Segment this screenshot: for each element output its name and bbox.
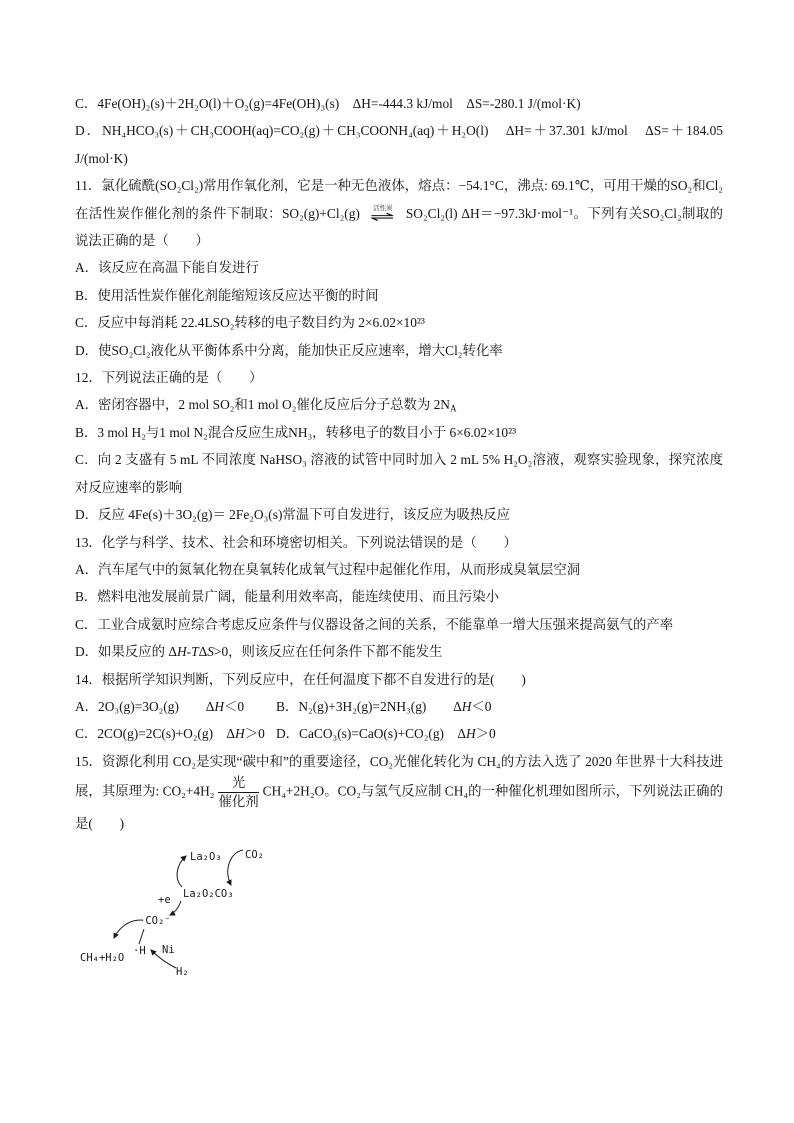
reaction-condition	[218, 775, 258, 810]
catalytic-mechanism-diagram	[78, 840, 273, 982]
q12-option-b	[75, 419, 723, 446]
co2-label: CO₂	[245, 848, 264, 861]
reversible-arrow	[363, 205, 403, 224]
condition-above-line: 光	[218, 775, 258, 793]
q11-option-c	[75, 309, 723, 336]
italic-symbol: S	[207, 644, 214, 660]
q12-option-c	[75, 446, 723, 501]
equilibrium-arrow-icon: ⇌	[370, 210, 396, 226]
la2o2co3-label: La₂O₂CO₃	[183, 887, 234, 900]
text-run: 15．资源化利用 CO₂是实现“碳中和”的重要途径，CO₂光催化转化为 CH₄的方法入选了 2020 年世界十大科技进展，其原理为: CO₂+4H₂	[75, 753, 723, 799]
text-run: -	[186, 644, 192, 660]
text-run: ＞0	[244, 726, 265, 742]
text-run: 13．化学与科学、技术、社会和环境密切相关。下列说法错误的是（ ）	[75, 534, 517, 550]
italic-symbol: T	[191, 644, 199, 660]
q14-options-row-ab	[75, 693, 723, 720]
q10-option-d	[75, 117, 723, 172]
text-run: CH₄+2H₂O。CO₂与氢气反应制 CH₄的一种催化机理如图所示，下列说法正确的是( )	[75, 783, 723, 832]
ni-catalyst-label: Ni	[162, 943, 175, 956]
text-run: D．CaCO₃(s)=CaO(s)+CO₂(g) Δ	[276, 726, 466, 742]
q12-stem	[75, 364, 723, 391]
electron-transfer-arrow	[170, 901, 181, 915]
subscript: A	[449, 404, 457, 415]
italic-symbol: H	[466, 726, 476, 742]
text-run: B．3 mol H₂与1 mol N₂混合反应生成NH₃，转移电子的数目小于 6×6.02×10²³	[75, 424, 517, 440]
q14-options-row-cd	[75, 720, 723, 747]
q12-option-a	[75, 391, 723, 418]
q13-option-c	[75, 611, 723, 638]
text-run: C．2CO(g)=2C(s)+O₂(g) Δ	[75, 726, 236, 742]
text-run: ＞0	[475, 726, 496, 742]
text-run: A．密闭容器中，2 mol SO₂和1 mol O₂催化反应后分子总数为 2N	[75, 397, 450, 413]
q11-option-d	[75, 337, 723, 364]
q14-option-b	[276, 693, 492, 720]
text-run: 12．下列说法正确的是（ ）	[75, 370, 263, 386]
text-run: C．工业合成氨时应综合考虑反应条件与仪器设备之间的关系，不能靠单一增大压强来提高氨气的产率	[75, 616, 674, 632]
product-formation-arrow	[114, 920, 141, 938]
text-run: D．反应 4Fe(s)＋3O₂(g)＝ 2Fe₂O₃(s)常温下可自发进行，该反应为吸热反应	[75, 507, 511, 523]
text-run: C．向 2 支盛有 5 mL 不同浓度 NaHSO₃ 溶液的试管中同时加入 2 mL 5% H₂O₂溶液，观察实验现象，探究浓度对反应速率的影响	[75, 452, 723, 495]
h2-label: H₂	[176, 965, 189, 978]
h-radical-link	[139, 929, 144, 944]
question-content	[75, 90, 723, 982]
text-run: SO₂Cl₂(l) ΔH＝−97.3kJ·mol⁻¹。下列有关SO₂Cl₂制取的说法正确的是（ ）	[75, 205, 724, 249]
italic-symbol: H	[235, 726, 245, 742]
q14-option-a	[75, 693, 272, 720]
h-radical-label: ·H	[133, 944, 146, 957]
q14-option-c	[75, 720, 272, 747]
text-run: C．4Fe(OH)₂(s)＋2H₂O(l)＋O₂(g)=4Fe(OH)₃(s) ΔH=-444.3 kJ/mol ΔS=-280.1 J/(mol·K)	[75, 96, 581, 111]
text-run: D．NH₄HCO₃(s)＋CH₃COOH(aq)=CO₂(g)＋CH₃COONH₄(aq)＋H₂O(l) ΔH=＋37.301 kJ/mol ΔS=＋184.05 J/(mol·K)	[75, 123, 723, 166]
text-run: A．该反应在高温下能自发进行	[75, 260, 259, 276]
q14-option-d	[276, 720, 496, 747]
text-run: A．汽车尾气中的氮氧化物在臭氧转化成氧气过程中起催化作用，从而形成臭氧层空洞	[75, 561, 581, 577]
italic-symbol: H	[176, 644, 187, 660]
electron-label: +e	[158, 893, 171, 906]
la2o3-label: La₂O₃	[190, 850, 222, 863]
text-run: D．使SO₂Cl₂液化从平衡体系中分离，能加快正反应速率，增大Cl₂转化率	[75, 342, 503, 358]
q12-option-d	[75, 501, 723, 528]
co2-radical-label: ·CO₂⁻	[139, 914, 171, 927]
text-run: D．如果反应的 Δ	[75, 644, 177, 660]
text-run: B．燃料电池发展前景广阔，能量利用效率高，能连续使用、而且污染小	[75, 589, 500, 605]
text-run: ＜0	[223, 698, 245, 714]
la2o3-regeneration-arrow	[177, 856, 186, 887]
italic-symbol: H	[461, 698, 472, 714]
q13-option-b	[75, 583, 723, 610]
text-run: B．N₂(g)+3H₂(g)=2NH₃(g) Δ	[276, 698, 462, 714]
q10-option-c	[75, 90, 723, 117]
co2-adsorption-arrow	[228, 850, 243, 885]
products-label: CH₄+H₂O	[80, 951, 125, 964]
q11-option-b	[75, 282, 723, 309]
text-run: Δ	[198, 644, 208, 660]
text-run: 11．氯化硫酰(SO₂Cl₂)常用作氧化剂，它是一种无色液体，熔点：−54.1°C，沸点: 69.1℃，可用干燥的SO₂和Cl₂在活性炭作催化剂的条件下制取：SO₂(g)+Cl₂(g)	[75, 178, 723, 221]
q13-option-d	[75, 638, 723, 665]
text-run: C．反应中每消耗 22.4LSO₂转移的电子数目约为 2×6.02×10²³	[75, 315, 425, 331]
q13-stem	[75, 529, 723, 556]
q15-stem	[75, 748, 723, 838]
q11-option-a	[75, 254, 723, 281]
q11-stem	[75, 172, 723, 254]
italic-symbol: H	[214, 698, 224, 714]
q14-stem	[75, 666, 723, 693]
text-run: 14．根据所学知识判断，下列反应中，在任何温度下都不自发进行的是( )	[75, 671, 526, 687]
text-run: B．使用活性炭作催化剂能缩短该反应达平衡的时间	[75, 287, 379, 303]
text-run: A．2O₃(g)=3O₂(g) Δ	[75, 698, 215, 714]
condition-below-line: 催化剂	[218, 794, 259, 810]
catalyst-label: 活性炭	[373, 205, 393, 213]
text-run: >0，则该反应在任何条件下都不能发生	[213, 644, 443, 660]
text-run: ＜0	[471, 698, 492, 714]
q13-option-a	[75, 556, 723, 583]
